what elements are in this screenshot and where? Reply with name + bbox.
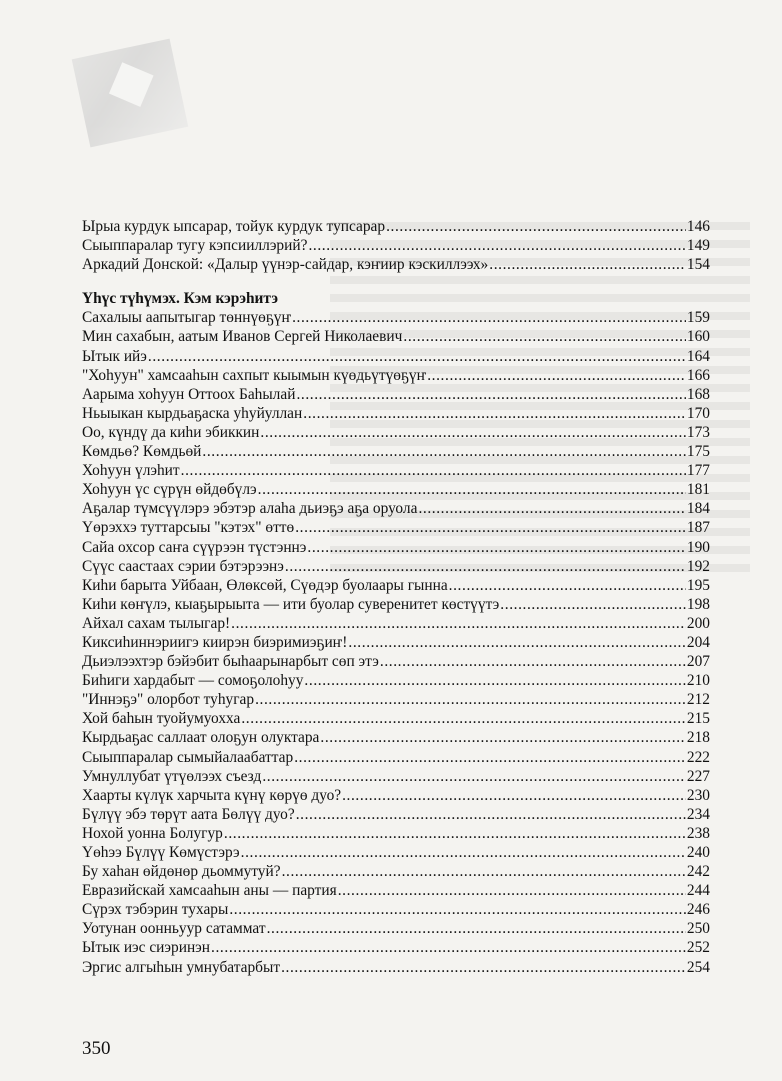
corner-stamp-mark (72, 39, 189, 148)
toc-entry-title: Евразийскай хамсааһын аны — партия (82, 882, 337, 900)
toc-entry-title: Эргис алгыһын умнубатарбыт (82, 958, 281, 976)
toc-entry-page: 164 (686, 347, 710, 365)
toc-entry-title: Бу хаһан өйдөнөр дьоммутуй? (82, 863, 281, 881)
toc-entry (82, 499, 710, 518)
toc-leader-dots (304, 671, 685, 690)
toc-leader-dots (262, 767, 686, 786)
toc-entry-page: 184 (686, 500, 710, 518)
toc-entry (82, 404, 710, 423)
toc-entry-page: 222 (686, 748, 710, 766)
toc-entry (82, 633, 710, 652)
toc-entry-title: Хаарты күлүк харчыта күнү көрүө дуо? (82, 786, 342, 804)
toc-entry (82, 748, 710, 767)
toc-entry (82, 217, 710, 236)
toc-entry-page: 207 (686, 653, 710, 671)
toc-leader-dots (255, 690, 686, 709)
toc-entry (82, 805, 710, 824)
toc-leader-dots (348, 633, 686, 652)
toc-entry (82, 557, 710, 576)
toc-leader-dots (211, 938, 686, 957)
toc-entry-title: Хоһуун үс сүрүн өйдөбүлэ (82, 481, 257, 499)
toc-entry-page: 190 (686, 538, 710, 556)
toc-entry-page: 218 (686, 729, 710, 747)
toc-entry-page: 242 (686, 863, 710, 881)
toc-entry (82, 480, 710, 499)
toc-leader-dots (202, 442, 686, 461)
toc-entry (82, 576, 710, 595)
toc-entry (82, 728, 710, 747)
toc-entry-page: 212 (686, 691, 710, 709)
toc-leader-dots (267, 919, 686, 938)
page-number: 350 (82, 1038, 111, 1059)
toc-entry-title: Аҕалар түмсүүлэрэ эбэтэр алаһа дьиэҕэ аҕа оруола (82, 500, 418, 518)
table-of-contents (82, 217, 710, 977)
toc-entry-page: 173 (686, 423, 710, 441)
toc-leader-dots (294, 748, 686, 767)
toc-entry-title: Киһи көҥүлэ, кыаҕырыыта — ити буолар суверенитет көстүүтэ (82, 595, 500, 613)
toc-leader-dots (148, 347, 686, 366)
toc-entry (82, 958, 710, 977)
toc-entry-title: Киһи барыта Уйбаан, Өлөксөй, Сүөдэр буолаары гынна (82, 576, 448, 594)
toc-entry-title: Хоһуун үлэһит (82, 462, 180, 480)
toc-entry-page: 175 (686, 443, 710, 461)
toc-entry (82, 900, 710, 919)
toc-entry (82, 461, 710, 480)
toc-leader-dots (338, 881, 686, 900)
toc-entry (82, 690, 710, 709)
toc-entry-page: 177 (686, 462, 710, 480)
toc-entry-title: Сүүс саастаах сэрии бэтэрээнэ (82, 557, 284, 575)
toc-entry-page: 215 (686, 710, 710, 728)
toc-entry-page: 238 (686, 824, 710, 842)
toc-leader-dots (229, 900, 686, 919)
toc-leader-dots (258, 480, 686, 499)
toc-entry-title: Ньыыкан кырдьаҕаска уһуйуллан (82, 404, 303, 422)
toc-entry-page: 146 (686, 218, 710, 235)
toc-leader-dots (296, 805, 686, 824)
toc-leader-dots (292, 308, 686, 327)
toc-entry (82, 366, 710, 385)
toc-entry (82, 347, 710, 366)
toc-leader-dots (342, 786, 686, 805)
toc-entry (82, 824, 710, 843)
toc-entry-title: Аарыма хоһуун Оттоох Баһылай (82, 385, 296, 403)
toc-entry-page: 227 (686, 767, 710, 785)
toc-leader-dots (285, 557, 686, 576)
toc-entry (82, 327, 710, 346)
toc-entry (82, 614, 710, 633)
toc-entry-title: Сахалыы аапытыгар төннүөҕүҥ (82, 309, 292, 327)
toc-leader-dots (403, 327, 686, 346)
toc-entry-title: Көмдьө? Көмдьөй (82, 443, 202, 461)
toc-leader-dots (303, 404, 686, 423)
toc-entry-page: 168 (686, 385, 710, 403)
toc-section-entries (82, 308, 710, 976)
toc-entry (82, 919, 710, 938)
toc-entry-page: 170 (686, 404, 710, 422)
toc-entry-title: Сайа охсор саҥа сүүрээн түстэннэ (82, 538, 307, 556)
toc-entry (82, 518, 710, 537)
toc-entry-title: Оо, күндү да киһи эбиккин (82, 423, 260, 441)
toc-leader-dots (181, 461, 686, 480)
toc-entry-title: Хой баһын туойумуохха (82, 710, 241, 728)
toc-entry-title: Умнуллубат үтүөлээх съезд (82, 767, 262, 785)
toc-entry-title: Биһиги хардабыт — сомоҕолоһуу (82, 672, 304, 690)
toc-entry-title: Үөһээ Бүлүү Көмүстэрэ (82, 844, 240, 861)
toc-entry-title: Сыыппаралар сымыйалаабаттар (82, 748, 294, 766)
toc-leader-dots (427, 366, 686, 385)
toc-entry-page: 181 (686, 481, 710, 499)
toc-entry-title: Дьиэлээхтэр бэйэбит быһаарынарбыт сөп этэ (82, 653, 379, 671)
toc-entry (82, 385, 710, 404)
toc-entry-page: 230 (686, 786, 710, 804)
toc-entry-title: Сүрэх тэбэрин тухары (82, 901, 229, 919)
toc-entry-page: 154 (686, 256, 710, 274)
toc-entry-title: Айхал сахам тылыгар! (82, 614, 231, 632)
toc-leader-dots (231, 614, 686, 633)
toc-entry (82, 652, 710, 671)
toc-entry-page: 160 (686, 328, 710, 346)
toc-entry (82, 709, 710, 728)
toc-leader-dots (500, 595, 686, 614)
toc-entry-page: 234 (686, 805, 710, 823)
toc-entry-title: Сыыппаралар тугу кэпсииллэрий? (82, 237, 308, 255)
toc-leader-dots (308, 236, 685, 255)
toc-entry-page: 246 (686, 901, 710, 919)
toc-entry-page: 204 (686, 633, 710, 651)
toc-leader-dots (260, 423, 686, 442)
toc-entry (82, 862, 710, 881)
toc-entry (82, 442, 710, 461)
toc-entry-page: 210 (686, 672, 710, 690)
toc-leader-dots (281, 958, 686, 977)
toc-leader-dots (224, 824, 686, 843)
section-heading: Үһүс түһүмэх. Кэм кэрэһитэ (82, 290, 279, 308)
toc-entry (82, 786, 710, 805)
toc-entry (82, 767, 710, 786)
toc-entry-page: 195 (686, 576, 710, 594)
toc-entry-page: 252 (686, 939, 710, 957)
toc-entry-title: Уотунан оонньуур сатаммат (82, 920, 266, 938)
toc-entry (82, 595, 710, 614)
toc-entry (82, 255, 710, 274)
toc-entry (82, 538, 710, 557)
toc-leader-dots (418, 499, 685, 518)
toc-entry-title: Кырдьаҕас саллаат олоҕун олуктара (82, 729, 320, 747)
toc-entry-page: 166 (686, 366, 710, 384)
toc-entry-title: Мин сахабын, аатым Иванов Сергей Николаевич (82, 328, 403, 346)
toc-entry (82, 843, 710, 862)
toc-entry-page: 149 (686, 237, 710, 255)
toc-leader-dots (386, 217, 686, 236)
toc-entry-page: 244 (686, 882, 710, 900)
toc-entry-title: Киксиһиннэриигэ киирэн биэримиэҕиҥ! (82, 633, 348, 651)
toc-leader-dots (449, 576, 686, 595)
toc-entry-page: 240 (686, 844, 710, 861)
toc-entry-title: Аркадий Донской: «Далыр үүнэр-сайдар, кэҥиир кэскиллээх» (82, 256, 489, 274)
toc-entry (82, 881, 710, 900)
toc-entry-page: 159 (686, 309, 710, 327)
toc-entry (82, 236, 710, 255)
toc-entry-title: Нохой уонна Болугур (82, 824, 223, 842)
toc-leader-dots (307, 538, 686, 557)
toc-entry-page: 254 (686, 958, 710, 976)
toc-leader-dots (380, 652, 686, 671)
toc-entry-title: Ырыа курдук ыпсарар, тойук курдук тупсарар (82, 218, 386, 235)
toc-entry-page: 200 (686, 614, 710, 632)
toc-leader-dots (296, 385, 685, 404)
toc-entry (82, 671, 710, 690)
toc-leader-dots (241, 843, 686, 862)
toc-leader-dots (489, 255, 686, 274)
toc-leader-dots (282, 862, 686, 881)
toc-leader-dots (320, 728, 686, 747)
toc-entry-title: "Иннэҕэ" олорбот туһугар (82, 691, 255, 709)
toc-entry (82, 308, 710, 327)
toc-entry-page: 187 (686, 519, 710, 537)
toc-entry-page: 250 (686, 920, 710, 938)
toc-entry (82, 423, 710, 442)
toc-entry (82, 938, 710, 957)
toc-entry-page: 192 (686, 557, 710, 575)
toc-entry-title: Үөрэххэ туттарсыы "кэтэх" өттө (82, 519, 295, 537)
toc-entry-page: 198 (686, 595, 710, 613)
toc-leader-dots (295, 518, 686, 537)
toc-leader-dots (241, 709, 686, 728)
toc-entry-title: Ытык иэс сиэринэн (82, 939, 211, 957)
toc-entry-title: Ытык ийэ (82, 347, 147, 365)
toc-entry-title: "Хоһуун" хамсааһын сахпыт кыымын күөдьүтүөҕүҥ (82, 366, 427, 384)
toc-entry-title: Бүлүү эбэ төрүт аата Бөлүү дуо? (82, 805, 295, 823)
toc-top-entries (82, 217, 710, 274)
